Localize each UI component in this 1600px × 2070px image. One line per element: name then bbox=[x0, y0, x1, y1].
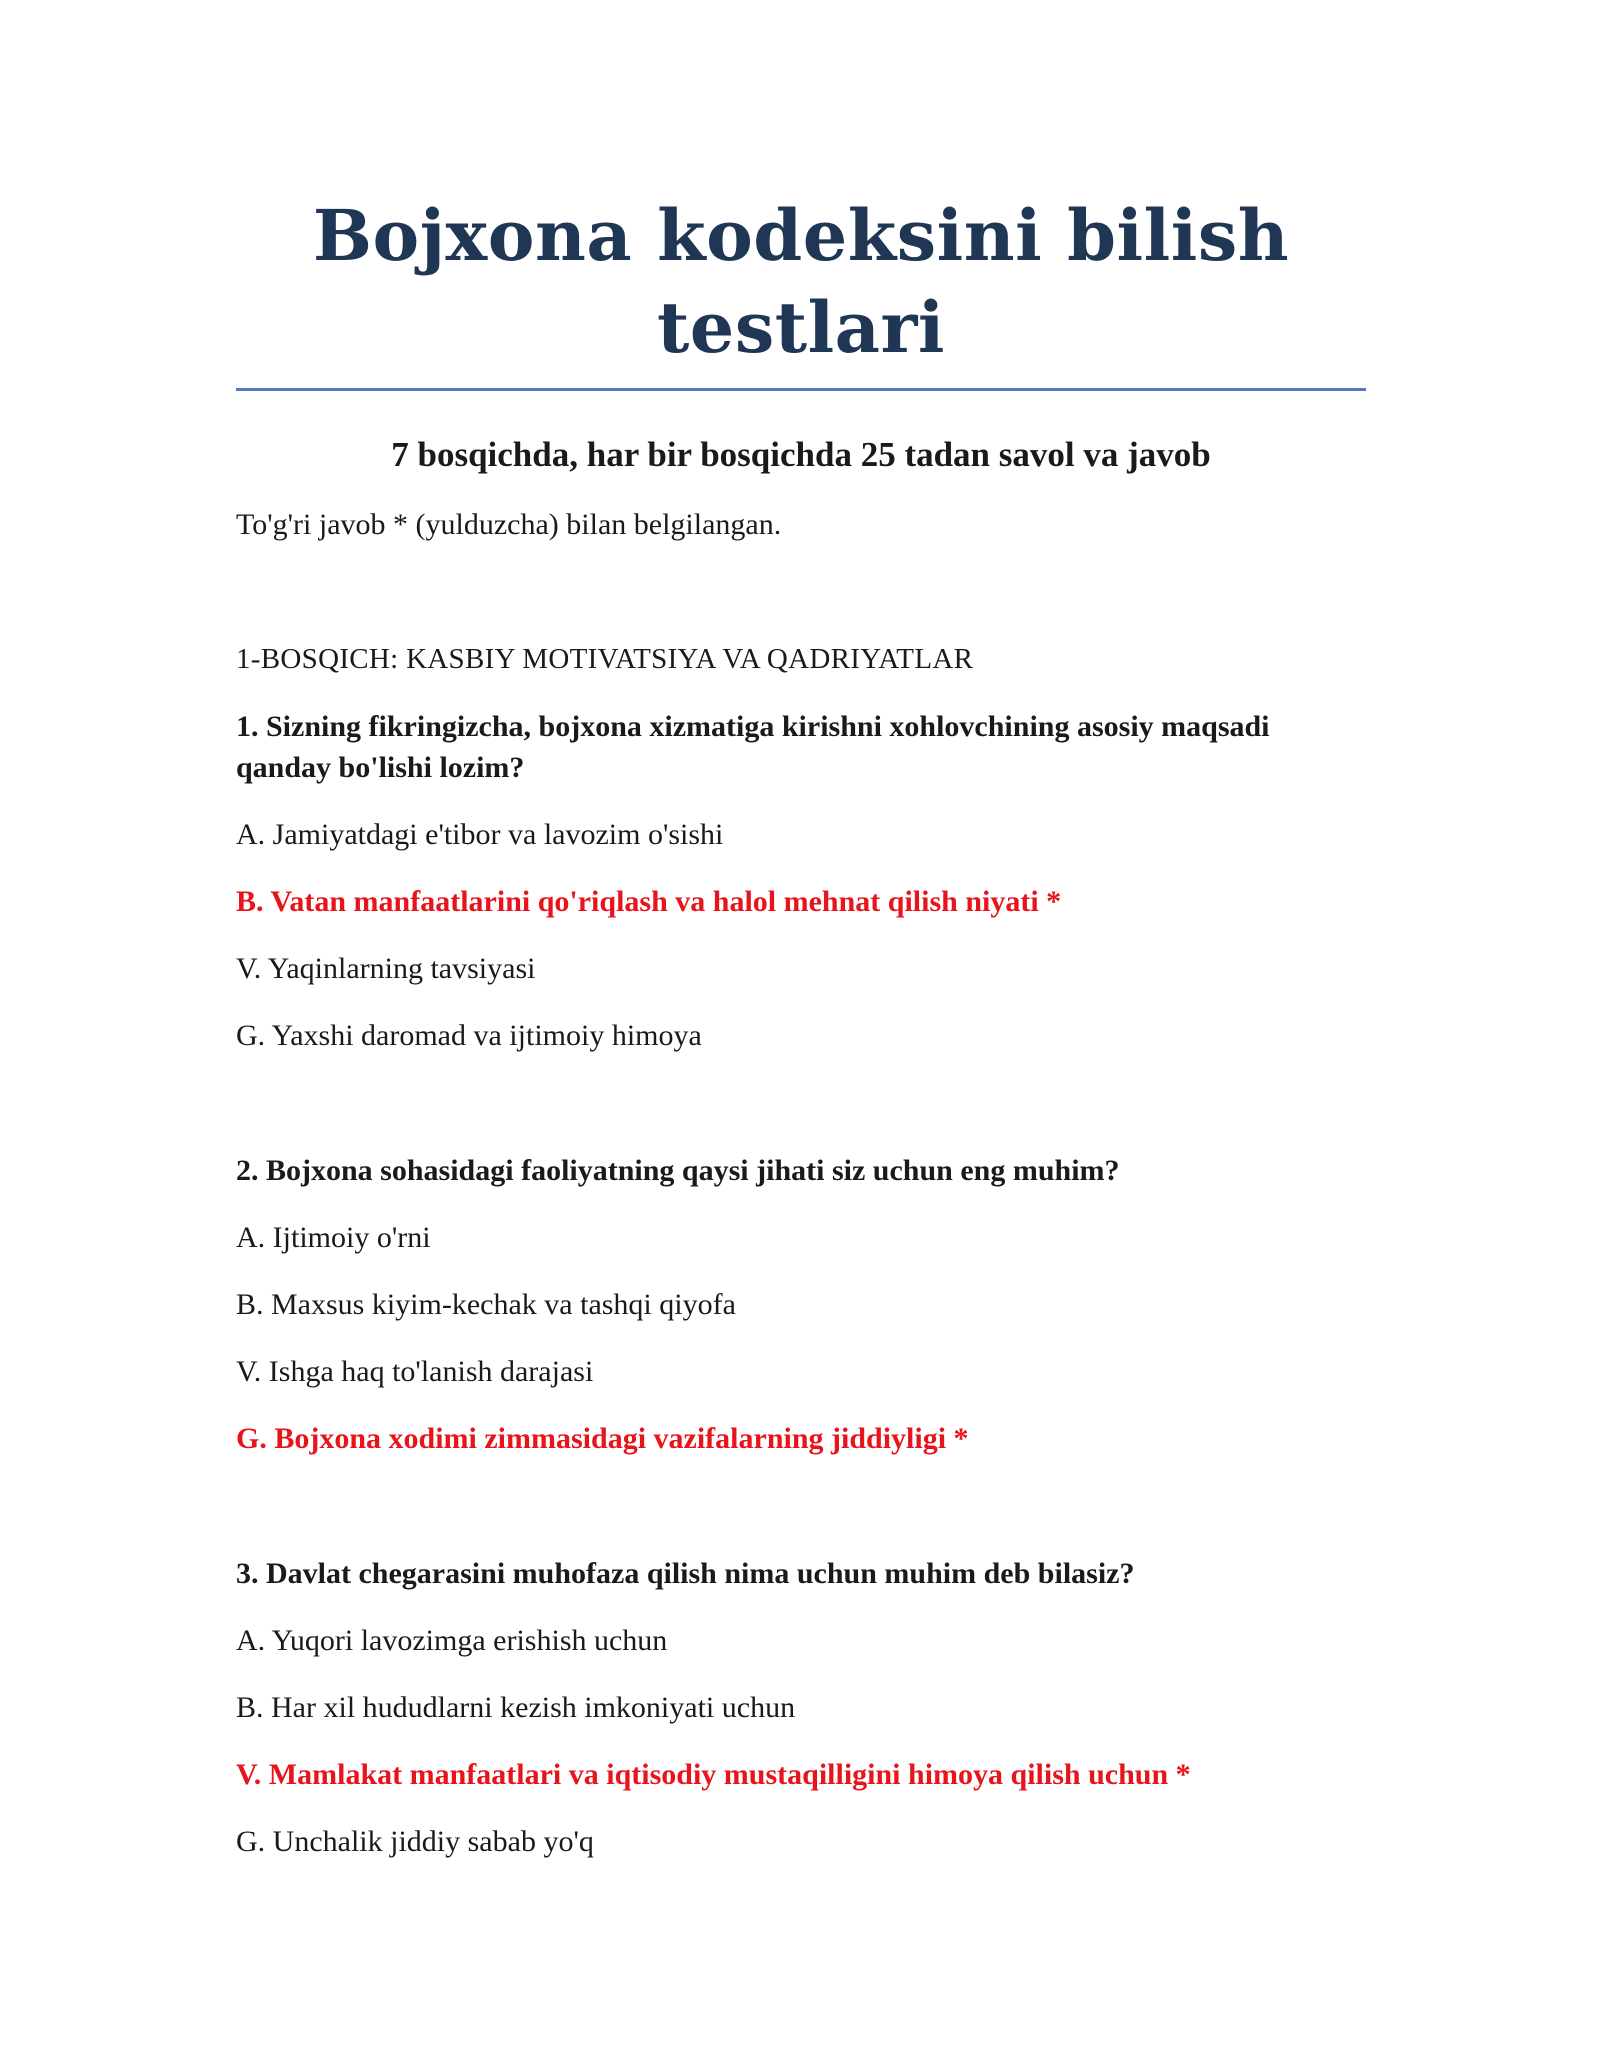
answer-option: B. Maxsus kiyim-kechak va tashqi qiyofa bbox=[236, 1288, 736, 1321]
title-line-2: testlari bbox=[656, 286, 946, 369]
answer-option-correct: G. Bojxona xodimi zimmasidagi vazifalarning jiddiyligi * bbox=[236, 1422, 969, 1455]
question-block bbox=[236, 1553, 1366, 1862]
answer-option: B. Har xil hududlarni kezish imkoniyati uchun bbox=[236, 1691, 796, 1724]
question-block bbox=[236, 1150, 1366, 1459]
document-subtitle: 7 bosqichda, har bir bosqichda 25 tadan savol va javob bbox=[391, 435, 1211, 474]
answer-option-correct: B. Vatan manfaatlarini qo'riqlash va halol mehnat qilish niyati * bbox=[236, 885, 1062, 918]
question-text: 1. Sizning fikringizcha, bojxona xizmatiga kirishni xohlovchining asosiy maqsadi qanday bo'lishi lozim? bbox=[236, 710, 1270, 784]
answer-option: G. Unchalik jiddiy sabab yo'q bbox=[236, 1825, 594, 1858]
answer-option: A. Jamiyatdagi e'tibor va lavozim o'sishi bbox=[236, 818, 724, 851]
document-title bbox=[236, 190, 1366, 374]
answer-option-correct: V. Mamlakat manfaatlari va iqtisodiy mustaqilligini himoya qilish uchun * bbox=[236, 1758, 1191, 1791]
answer-option: A. Yuqori lavozimga erishish uchun bbox=[236, 1624, 668, 1657]
answer-options bbox=[236, 1218, 1366, 1459]
answer-key-note: To'g'ri javob * (yulduzcha) bilan belgilangan. bbox=[236, 508, 782, 541]
question-list bbox=[236, 706, 1366, 1862]
question-block bbox=[236, 706, 1366, 1056]
title-divider bbox=[236, 388, 1366, 391]
document-page bbox=[236, 190, 1366, 1862]
section-heading: 1-BOSQICH: KASBIY MOTIVATSIYA VA QADRIYATLAR bbox=[236, 643, 974, 675]
answer-option: G. Yaxshi daromad va ijtimoiy himoya bbox=[236, 1019, 702, 1052]
question-text: 2. Bojxona sohasidagi faoliyatning qaysi jihati siz uchun eng muhim? bbox=[236, 1154, 1120, 1187]
title-line-1: Bojxona kodeksini bilish bbox=[312, 194, 1290, 277]
question-text: 3. Davlat chegarasini muhofaza qilish nima uchun muhim deb bilasiz? bbox=[236, 1557, 1135, 1590]
answer-option: V. Ishga haq to'lanish darajasi bbox=[236, 1355, 594, 1388]
answer-options bbox=[236, 815, 1366, 1056]
answer-option: V. Yaqinlarning tavsiyasi bbox=[236, 952, 536, 985]
answer-options bbox=[236, 1621, 1366, 1862]
answer-option: A. Ijtimoiy o'rni bbox=[236, 1221, 431, 1254]
